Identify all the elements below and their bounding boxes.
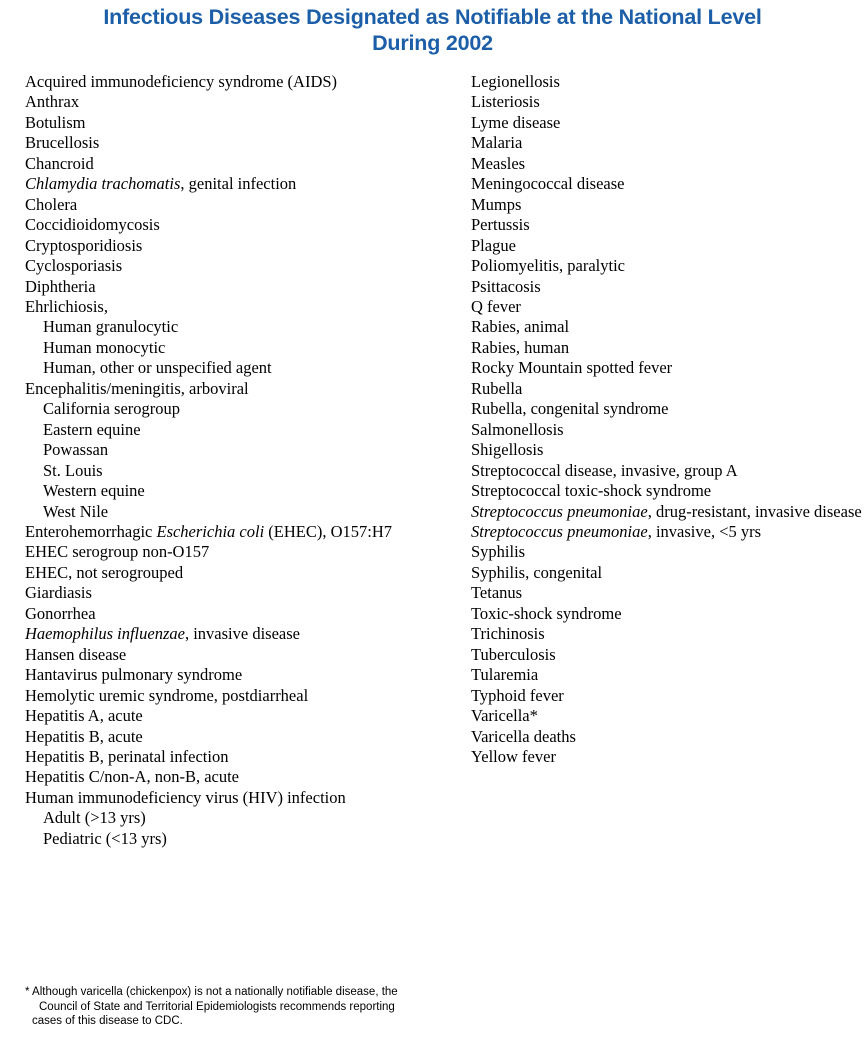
- disease-list-left-column: [25, 72, 455, 849]
- disease-list-item: [471, 624, 856, 644]
- disease-name-text: Rubella: [471, 378, 523, 398]
- disease-name-text: Typhoid fever: [471, 685, 564, 705]
- disease-list-item: [25, 767, 455, 787]
- disease-name-text: , invasive, <5 yrs: [647, 521, 762, 541]
- disease-name-text: Meningococcal disease: [471, 174, 625, 194]
- disease-list-item: [25, 174, 455, 194]
- footnote-line-1: * Although varicella (chickenpox) is not a nationally notifiable disease, the: [25, 986, 398, 998]
- disease-list-item: [471, 706, 856, 726]
- disease-name-text: Cholera: [25, 194, 78, 214]
- disease-list-item: [25, 624, 455, 644]
- disease-list-item: [25, 788, 455, 808]
- disease-list-item: [471, 563, 856, 583]
- disease-list-item: [471, 481, 856, 501]
- disease-name-text: Chancroid: [25, 153, 94, 173]
- disease-list-item: [471, 338, 856, 358]
- disease-name-text: Gonorrhea: [25, 603, 96, 623]
- disease-list-item: [471, 113, 856, 133]
- disease-name-text: Rabies, animal: [471, 317, 570, 337]
- disease-list-item: [25, 542, 455, 562]
- disease-list-item: [25, 256, 455, 276]
- disease-list-item: [471, 379, 856, 399]
- disease-list-item: [25, 133, 455, 153]
- disease-name-text: Toxic-shock syndrome: [471, 603, 622, 623]
- disease-list-item: [25, 277, 455, 297]
- disease-name-text: Streptococcal toxic-shock syndrome: [471, 481, 712, 501]
- disease-list-item: [25, 236, 455, 256]
- disease-name-text: Human granulocytic: [43, 317, 179, 337]
- disease-name-text: Rabies, human: [471, 337, 570, 357]
- disease-name-text: Shigellosis: [471, 440, 544, 460]
- disease-list-item: [25, 215, 455, 235]
- footnote-line-3: cases of this disease to CDC.: [32, 1015, 183, 1027]
- disease-list-item: [25, 420, 455, 440]
- footnote-line-2: Council of State and Territorial Epidemiologists recommends reporting: [39, 1000, 395, 1013]
- disease-list-item: [471, 133, 856, 153]
- disease-list-item: [471, 645, 856, 665]
- disease-name-text: Coccidioidomycosis: [25, 215, 160, 235]
- disease-list-item: [471, 747, 856, 767]
- disease-list-item: [471, 665, 856, 685]
- disease-list-item: [471, 358, 856, 378]
- disease-name-text: Trichinosis: [471, 624, 545, 644]
- disease-name-text: Measles: [471, 153, 526, 173]
- disease-list-item: [471, 501, 862, 522]
- disease-name-text: Rubella, congenital syndrome: [471, 399, 669, 419]
- disease-name-text: Varicella*: [471, 706, 538, 726]
- disease-list-item: [25, 604, 455, 624]
- disease-name-italic: Chlamydia trachomatis: [25, 174, 181, 194]
- disease-name-text: , genital infection: [180, 174, 297, 194]
- disease-list-item: [25, 645, 455, 665]
- disease-name-text: Poliomyelitis, paralytic: [471, 256, 625, 276]
- disease-name-text: Plague: [471, 235, 516, 255]
- disease-name-text: Varicella deaths: [471, 726, 576, 746]
- disease-list-item: [25, 92, 455, 112]
- disease-name-text: , invasive disease: [184, 624, 300, 644]
- disease-list-item: [471, 72, 856, 92]
- disease-list-item: [471, 727, 856, 747]
- disease-list-item: [471, 174, 856, 194]
- disease-name-text: Streptococcal disease, invasive, group A: [471, 460, 738, 480]
- disease-list-item: [471, 195, 856, 215]
- disease-list-item: [25, 583, 455, 603]
- disease-name-text: EHEC, not serogrouped: [25, 562, 184, 582]
- disease-list-item: [25, 72, 455, 92]
- disease-name-text: Anthrax: [25, 92, 80, 112]
- disease-name-text: Botulism: [25, 112, 86, 132]
- disease-list-item: [471, 461, 856, 481]
- disease-name-italic: Escherichia coli: [156, 521, 265, 541]
- disease-list-item: [25, 358, 455, 378]
- disease-list-item: [25, 665, 455, 685]
- disease-list-item: [471, 256, 856, 276]
- disease-list-item: [25, 399, 455, 419]
- disease-name-text: Powassan: [43, 440, 109, 460]
- disease-list-item: [471, 686, 856, 706]
- disease-name-text: Yellow fever: [471, 746, 556, 766]
- disease-list-item: [471, 317, 856, 337]
- disease-name-text: Rocky Mountain spotted fever: [471, 358, 673, 378]
- disease-name-text: Tetanus: [471, 583, 523, 603]
- disease-list-item: [25, 829, 455, 849]
- page-title-line-2: During 2002: [372, 31, 493, 55]
- footnote: [25, 985, 445, 1029]
- disease-name-text: Human monocytic: [43, 337, 166, 357]
- disease-name-text: Hepatitis C/non-A, non-B, acute: [25, 767, 240, 787]
- disease-name-text: Western equine: [43, 481, 145, 501]
- disease-name-text: (EHEC), O157:H7: [264, 521, 393, 541]
- disease-name-italic: Streptococcus pneumoniae: [471, 521, 648, 541]
- disease-list-item: [471, 522, 856, 542]
- disease-list-item: [471, 542, 856, 562]
- disease-name-text: Syphilis, congenital: [471, 562, 603, 582]
- disease-list-item: [25, 747, 455, 767]
- disease-list-item: [471, 420, 856, 440]
- disease-name-text: Mumps: [471, 194, 522, 214]
- disease-list-item: [25, 297, 455, 317]
- disease-name-text: Tuberculosis: [471, 644, 556, 664]
- page-title-line-1: Infectious Diseases Designated as Notifiable at the National Level: [103, 5, 762, 29]
- disease-name-text: Hantavirus pulmonary syndrome: [25, 665, 243, 685]
- disease-name-text: Cryptosporidiosis: [25, 235, 143, 255]
- disease-list-item: [471, 215, 856, 235]
- disease-list-item: Enterohemorrhagic Escherichia coli (EHEC), O157:H7: [25, 521, 393, 541]
- disease-name-text: Pertussis: [471, 215, 530, 235]
- disease-name-italic: Haemophilus influenzae: [25, 624, 185, 644]
- disease-name-text: Q fever: [471, 296, 521, 316]
- disease-list-item: [25, 563, 455, 583]
- disease-name-text: Hepatitis A, acute: [25, 706, 143, 726]
- disease-name-text: California serogroup: [43, 399, 181, 419]
- disease-list-item: [25, 481, 455, 501]
- disease-list-right-column: [471, 72, 862, 767]
- disease-name-text: Human, other or unspecified agent: [43, 358, 272, 378]
- disease-list-item: [25, 502, 455, 522]
- disease-list-item: [471, 297, 856, 317]
- disease-name-text: Brucellosis: [25, 133, 100, 153]
- disease-list-item: [25, 154, 455, 174]
- disease-name-text: Syphilis: [471, 542, 526, 562]
- disease-list-item: [471, 583, 856, 603]
- disease-list-item: [471, 154, 856, 174]
- disease-list-item: [471, 92, 856, 112]
- disease-name-text: Eastern equine: [43, 419, 141, 439]
- disease-name-text: Psittacosis: [471, 276, 541, 296]
- disease-name-text: Acquired immunodeficiency syndrome (AIDS): [25, 72, 338, 91]
- disease-name-text: Hepatitis B, acute: [25, 726, 143, 746]
- disease-name-text: St. Louis: [43, 460, 103, 480]
- disease-list-item: [25, 686, 455, 706]
- disease-name-text: Ehrlichiosis,: [25, 296, 108, 316]
- disease-name-text: Hepatitis B, perinatal infection: [25, 746, 229, 766]
- disease-list-item: [471, 399, 856, 419]
- disease-list-item: [25, 317, 455, 337]
- disease-name-text: , drug-resistant, invasive disease: [647, 501, 862, 521]
- disease-list-item: [25, 113, 455, 133]
- disease-name-text: Lyme disease: [471, 112, 561, 132]
- disease-list-item: [471, 277, 856, 297]
- disease-name-text: Salmonellosis: [471, 419, 564, 439]
- disease-list-item: [25, 808, 455, 828]
- disease-name-text: Diphtheria: [25, 276, 96, 296]
- disease-name-text: Malaria: [471, 133, 523, 153]
- disease-name-text: Encephalitis/meningitis, arboviral: [25, 378, 249, 398]
- disease-list-item: [471, 440, 856, 460]
- page-title: [40, 4, 825, 56]
- disease-name-text: Human immunodeficiency virus (HIV) infection: [25, 787, 346, 807]
- disease-name-text: Legionellosis: [471, 72, 560, 91]
- disease-name-text: Pediatric (<13 yrs): [43, 828, 167, 848]
- disease-name-text: West Nile: [43, 501, 109, 521]
- disease-name-text: Adult (>13 yrs): [43, 808, 146, 828]
- disease-list-item: [25, 706, 455, 726]
- disease-list-item: [471, 604, 856, 624]
- disease-name-text: Tularemia: [471, 665, 539, 685]
- disease-name-text: Listeriosis: [471, 92, 540, 112]
- disease-name-text: EHEC serogroup non-O157: [25, 542, 210, 562]
- disease-list-item: [25, 440, 455, 460]
- disease-name-text: Giardiasis: [25, 583, 92, 603]
- disease-list-item: [471, 236, 856, 256]
- disease-name-text: Hansen disease: [25, 644, 127, 664]
- disease-list-item: [25, 195, 455, 215]
- disease-name-italic: Streptococcus pneumoniae: [471, 501, 648, 521]
- disease-name-text: Hemolytic uremic syndrome, postdiarrheal: [25, 685, 309, 705]
- disease-list-item: [25, 379, 455, 399]
- disease-name-text: Cyclosporiasis: [25, 256, 123, 276]
- disease-list-item: [25, 727, 455, 747]
- disease-list-item: [25, 461, 455, 481]
- disease-list-item: [25, 338, 455, 358]
